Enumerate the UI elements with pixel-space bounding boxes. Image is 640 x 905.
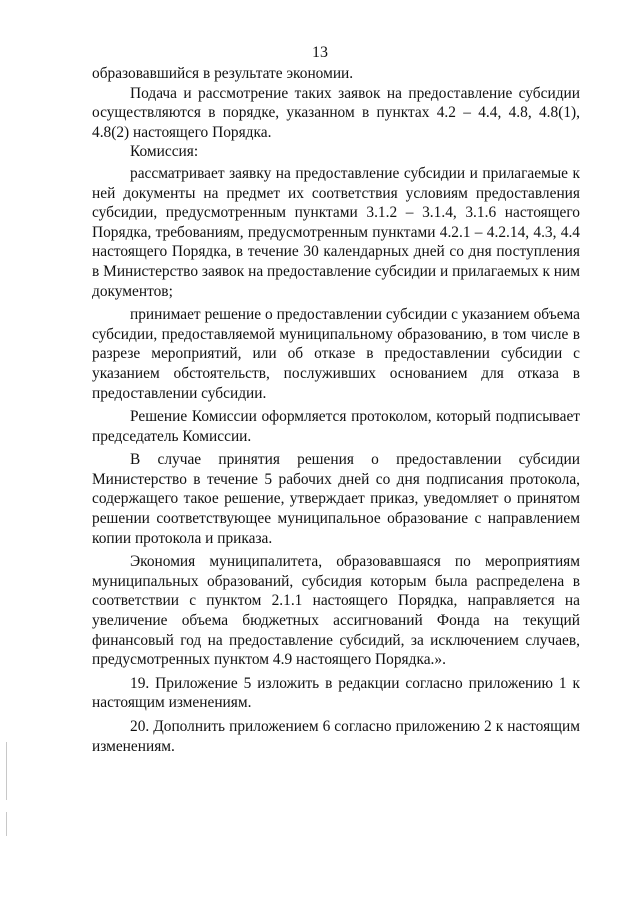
paragraph-continuation: образовавшийся в результате экономии. xyxy=(92,65,354,82)
paragraph-commission-reviews: рассматривает заявку на предоставление субсидии и прилагаемые к ней документы на предмет их соответствия условиям предоставления субсидии, предусмотренным пунктами 3.1.2 – 3.1.4, 3.1.6 настоящего Порядка, требованиям, предусмотренным пунктами 4.2.1 – 4.2.14, 4.3, 4.4 настоящего Порядка, в течение 30 календарных дней со дня поступления в Министерство заявок на предоставление субсидии и прилагаемых к ним документов; xyxy=(92,164,580,300)
page-number: 13 xyxy=(312,44,328,61)
paragraph-item-19: 19. Приложение 5 изложить в редакции согласно приложению 1 к настоящим изменениям. xyxy=(92,674,580,712)
paragraph-commission-heading: Комиссия: xyxy=(130,143,199,161)
paragraph-protocol: Решение Комиссии оформляется протоколом, который подписывает председатель Комиссии. xyxy=(92,408,580,445)
scan-edge-mark xyxy=(6,742,7,800)
scan-edge-mark xyxy=(6,812,7,836)
paragraph-ministry-order: В случае принятия решения о предоставлении субсидии Министерство в течение 5 рабочих дней со дня подписания протокола, содержащего такое решение, утверждает приказ, уведомляет о принятом решении соответствующее муниципальное образование с направлением копии протокола и приказа. xyxy=(92,451,580,547)
paragraph-municipal-savings: Экономия муниципалитета, образовавшаяся по мероприятиям муниципальных образований, субсидия которым была распределена в соответствии с пунктом 2.1.1 настоящего Порядка, направляется на увеличение объема бюджетных ассигнований Фонда на текущий финансовый год на предоставление субсидий, за исключением случаев, предусмотренных пунктом 4.9 настоящего Порядка.». xyxy=(92,553,580,669)
paragraph-item-20: 20. Дополнить приложением 6 согласно приложению 2 к настоящим изменениям. xyxy=(92,718,580,755)
paragraph-commission-decides: принимает решение о предоставлении субсидии с указанием объема субсидии, предоставляемой муниципальному образованию, в том числе в разрезе мероприятий, или об отказе в предоставлении субсидии с указанием обстоятельств, послуживших основанием для отказа в предоставлении субсидии. xyxy=(92,306,580,402)
paragraph-application-procedure: Подача и рассмотрение таких заявок на предоставление субсидии осуществляются в порядке, указанном в пунктах 4.2 – 4.4, 4.8, 4.8(1), 4.8(2) настоящего Порядка. xyxy=(92,84,580,141)
document-body xyxy=(92,64,580,756)
